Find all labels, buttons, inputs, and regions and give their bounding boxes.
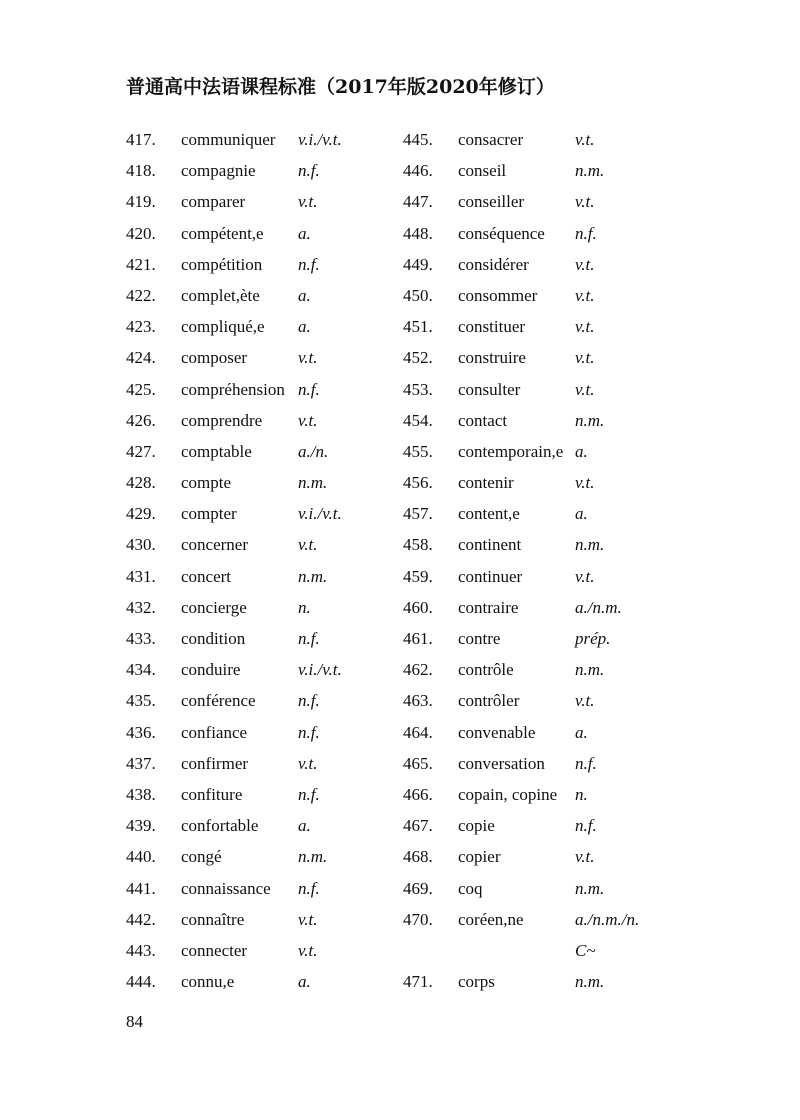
- entry-part-of-speech: n.: [298, 597, 311, 617]
- entry-number: 431.: [126, 566, 156, 586]
- entry-number: 428.: [126, 473, 156, 493]
- entry-word: constituer: [458, 317, 526, 337]
- entry-word: coréen,ne: [458, 909, 524, 929]
- entry-word: contact: [458, 410, 508, 430]
- entry-number: 468.: [403, 847, 433, 867]
- entry-number: 426.: [126, 410, 156, 430]
- entry-part-of-speech: v.t.: [575, 317, 595, 337]
- entry-word: conversation: [458, 753, 545, 773]
- entry-part-of-speech: v.t.: [575, 285, 595, 305]
- entry-number: 466.: [403, 784, 433, 804]
- entry-part-of-speech: a.: [298, 317, 311, 337]
- entry-number: 429.: [126, 504, 156, 524]
- entry-part-of-speech: n.f.: [575, 223, 597, 243]
- entry-number: 438.: [126, 784, 156, 804]
- entry-word: compter: [181, 504, 237, 524]
- entry-word: compliqué,e: [181, 317, 265, 337]
- entry-word: consulter: [458, 379, 521, 399]
- entry-number: 451.: [403, 317, 433, 337]
- entry-part-of-speech: v.i./v.t.: [298, 660, 342, 680]
- entry-number: 427.: [126, 441, 156, 461]
- entry-word: communiquer: [181, 130, 276, 149]
- entry-part-of-speech: v.t.: [298, 909, 318, 929]
- entry-word: continuer: [458, 566, 523, 586]
- entry-part-of-speech: n.f.: [298, 379, 320, 399]
- entry-word: copie: [458, 816, 495, 836]
- entry-word: confirmer: [181, 753, 249, 773]
- entry-part-of-speech: n.: [575, 784, 588, 804]
- entry-number: 448.: [403, 223, 433, 243]
- entry-word: contrôler: [458, 691, 520, 711]
- entry-part-of-speech: v.i./v.t.: [298, 130, 342, 149]
- entry-word: coq: [458, 878, 483, 898]
- entry-part-of-speech: a.: [575, 722, 588, 742]
- entry-part-of-speech: a./n.m.: [575, 597, 622, 617]
- entry-part-of-speech: v.t.: [298, 410, 318, 430]
- entry-part-of-speech: v.i./v.t.: [298, 504, 342, 524]
- entry-word: compétent,e: [181, 223, 264, 243]
- entry-number: 461.: [403, 629, 433, 648]
- entry-part-of-speech: v.t.: [298, 192, 318, 212]
- entry-word: compagnie: [181, 161, 256, 181]
- entry-word: connu,e: [181, 972, 235, 992]
- entry-number: 440.: [126, 847, 156, 867]
- entry-number: 455.: [403, 441, 433, 461]
- entry-part-of-speech: v.t.: [575, 254, 595, 274]
- entry-word: comparer: [181, 192, 246, 212]
- entry-part-of-speech: v.t.: [298, 535, 318, 555]
- entry-part-of-speech: n.f.: [298, 254, 320, 274]
- entry-part-of-speech: n.m.: [575, 535, 605, 555]
- entry-number: 421.: [126, 254, 156, 274]
- entry-number: 450.: [403, 285, 433, 305]
- entry-number: 471.: [403, 972, 433, 992]
- entry-word: contraire: [458, 597, 519, 617]
- entry-part-of-speech: n.f.: [298, 784, 320, 804]
- entry-number: 462.: [403, 660, 433, 680]
- entry-part-of-speech: v.t.: [298, 348, 318, 368]
- entry-part-of-speech: v.t.: [575, 379, 595, 399]
- entry-word: conseiller: [458, 192, 525, 212]
- entry-part-of-speech: v.t.: [575, 192, 595, 212]
- entry-part-of-speech: a./n.m./n.: [575, 909, 640, 929]
- entry-number: 424.: [126, 348, 156, 368]
- entry-word: conférence: [181, 691, 256, 711]
- entry-number: 458.: [403, 535, 433, 555]
- entry-number: 439.: [126, 816, 156, 836]
- entry-number: 442.: [126, 909, 156, 929]
- entry-word: contenir: [458, 473, 514, 493]
- entry-word: complet,ète: [181, 285, 260, 305]
- entry-number: 420.: [126, 223, 156, 243]
- entry-word: connecter: [181, 940, 248, 960]
- entry-word: confiture: [181, 784, 243, 804]
- entry-part-of-speech: v.t.: [575, 130, 595, 149]
- entry-word: compréhension: [181, 379, 285, 399]
- entry-part-of-speech: a.: [298, 223, 311, 243]
- entry-word: considérer: [458, 254, 529, 274]
- entry-number: 446.: [403, 161, 433, 181]
- entry-number: 430.: [126, 535, 156, 555]
- entry-number: 433.: [126, 629, 156, 648]
- entry-part-of-speech: n.m.: [298, 473, 328, 493]
- entry-number: 464.: [403, 722, 433, 742]
- entry-word: concert: [181, 566, 232, 586]
- entry-part-of-speech: v.t.: [575, 691, 595, 711]
- entry-number: 423.: [126, 317, 156, 337]
- entry-word: copier: [458, 847, 501, 867]
- entry-number: 443.: [126, 940, 156, 960]
- entry-number: 436.: [126, 722, 156, 742]
- entry-word: connaissance: [181, 878, 271, 898]
- entry-number: 435.: [126, 691, 156, 711]
- page-number: 84: [126, 1012, 143, 1031]
- entry-word: congé: [181, 847, 222, 867]
- entry-word: compte: [181, 473, 232, 493]
- entry-part-of-speech: v.t.: [298, 940, 318, 960]
- entry-word: conduire: [181, 660, 241, 680]
- entry-number: 444.: [126, 972, 156, 992]
- entry-number: 465.: [403, 753, 433, 773]
- entry-word: copain, copine: [458, 784, 558, 804]
- entry-number: 467.: [403, 816, 433, 836]
- entry-number: 437.: [126, 753, 156, 773]
- entry-part-of-speech: a.: [575, 504, 588, 524]
- entry-number: 470.: [403, 909, 433, 929]
- entry-part-of-speech: n.m.: [575, 410, 605, 430]
- entry-word: contre: [458, 629, 501, 648]
- entry-word: concierge: [181, 597, 247, 617]
- entry-number: 454.: [403, 410, 433, 430]
- entry-part-of-speech: C~: [575, 940, 596, 960]
- entry-part-of-speech: v.t.: [575, 566, 595, 586]
- entry-word: convenable: [458, 722, 536, 742]
- entry-word: connaître: [181, 909, 245, 929]
- entry-part-of-speech: v.t.: [575, 847, 595, 867]
- entry-word: confortable: [181, 816, 259, 836]
- entry-part-of-speech: n.f.: [298, 629, 320, 648]
- entry-part-of-speech: n.m.: [575, 972, 605, 992]
- entry-part-of-speech: n.f.: [298, 878, 320, 898]
- entry-part-of-speech: v.t.: [298, 753, 318, 773]
- entry-word: concerner: [181, 535, 249, 555]
- entry-word: corps: [458, 972, 495, 992]
- entry-number: 449.: [403, 254, 433, 274]
- entry-number: 425.: [126, 379, 156, 399]
- entry-part-of-speech: a.: [575, 441, 588, 461]
- entry-word: consommer: [458, 285, 538, 305]
- entry-word: comprendre: [181, 410, 263, 430]
- entry-word: content,e: [458, 504, 520, 524]
- entry-number: 432.: [126, 597, 156, 617]
- entry-word: conseil: [458, 161, 507, 181]
- entry-part-of-speech: v.t.: [575, 348, 595, 368]
- entry-number: 417.: [126, 130, 156, 149]
- entry-number: 456.: [403, 473, 433, 493]
- entry-part-of-speech: n.m.: [575, 161, 605, 181]
- entry-word: confiance: [181, 722, 248, 742]
- entry-number: 457.: [403, 504, 433, 524]
- entry-word: consacrer: [458, 130, 524, 149]
- entry-part-of-speech: prép.: [575, 629, 611, 648]
- entry-word: contrôle: [458, 660, 514, 680]
- entry-number: 453.: [403, 379, 433, 399]
- entry-word: contemporain,e: [458, 441, 564, 461]
- entry-part-of-speech: n.m.: [298, 566, 328, 586]
- entry-part-of-speech: n.f.: [298, 691, 320, 711]
- entry-part-of-speech: n.m.: [575, 660, 605, 680]
- page-header-title: 普通高中法语课程标准（2017年版2020年修订）: [126, 76, 555, 98]
- entry-word: compétition: [181, 254, 263, 274]
- entry-word: comptable: [181, 441, 252, 461]
- entry-word: condition: [181, 629, 246, 648]
- entry-number: 463.: [403, 691, 433, 711]
- entry-word: construire: [458, 348, 526, 368]
- entry-number: 434.: [126, 660, 156, 680]
- entry-number: 460.: [403, 597, 433, 617]
- entry-part-of-speech: n.f.: [575, 816, 597, 836]
- entry-part-of-speech: a.: [298, 972, 311, 992]
- entry-number: 459.: [403, 566, 433, 586]
- entry-number: 419.: [126, 192, 156, 212]
- entry-part-of-speech: a.: [298, 285, 311, 305]
- entry-number: 469.: [403, 878, 433, 898]
- entry-word: continent: [458, 535, 522, 555]
- entry-part-of-speech: n.m.: [298, 847, 328, 867]
- entry-number: 422.: [126, 285, 156, 305]
- entry-number: 418.: [126, 161, 156, 181]
- entry-part-of-speech: v.t.: [575, 473, 595, 493]
- entry-number: 452.: [403, 348, 433, 368]
- entry-part-of-speech: a.: [298, 816, 311, 836]
- entry-part-of-speech: a./n.: [298, 441, 329, 461]
- entry-part-of-speech: n.m.: [575, 878, 605, 898]
- entry-number: 447.: [403, 192, 433, 212]
- entry-number: 441.: [126, 878, 156, 898]
- entry-word: composer: [181, 348, 248, 368]
- entry-part-of-speech: n.f.: [298, 722, 320, 742]
- entry-number: 445.: [403, 130, 433, 149]
- entry-part-of-speech: n.f.: [298, 161, 320, 181]
- entry-word: conséquence: [458, 223, 545, 243]
- entry-part-of-speech: n.f.: [575, 753, 597, 773]
